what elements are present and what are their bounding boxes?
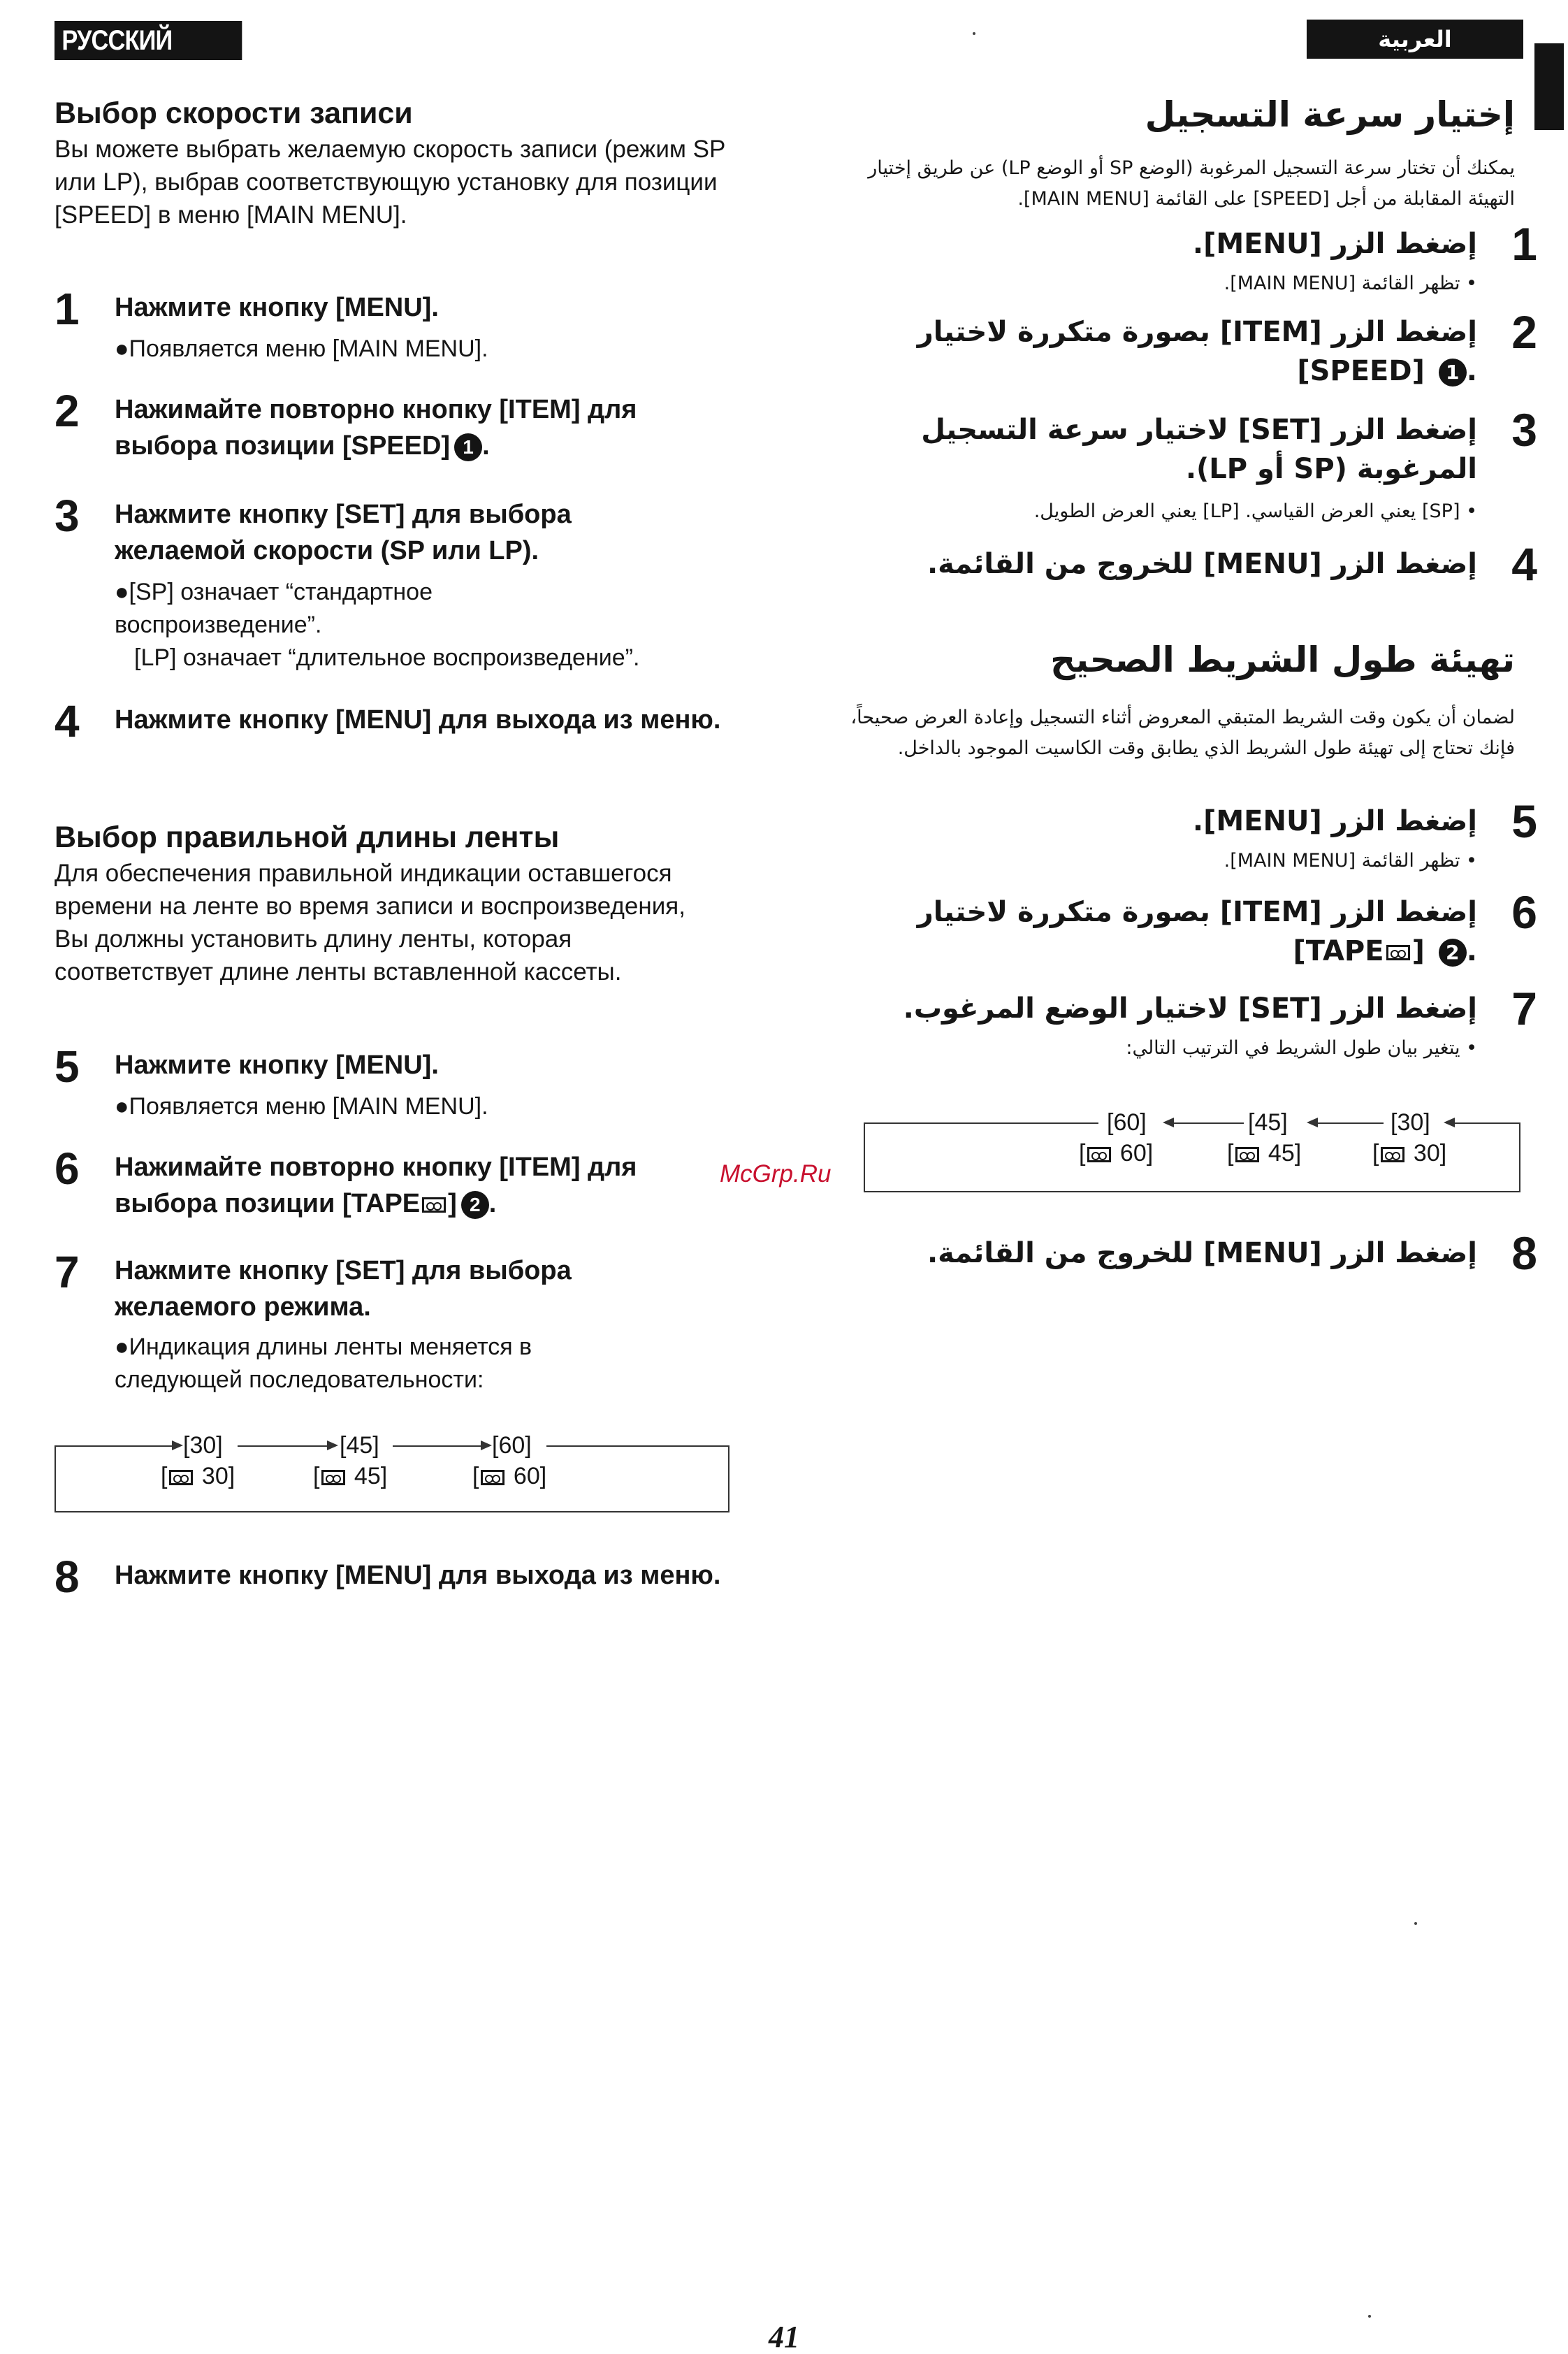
- tape-heading-ar: تهيئة طول الشريط الصحيح: [1050, 640, 1515, 680]
- ar-step-3: [839, 404, 1537, 542]
- step-title: إضغط الزر [SET] لاختيار الوضع المرغوب.: [903, 992, 1477, 1025]
- step-title: إضغط الزر [SET] لاختيار سرعة التسجيل: [921, 414, 1477, 446]
- arrow-left-icon: [1307, 1118, 1318, 1127]
- sequence-arrow-line: [393, 1445, 484, 1447]
- speed-intro-ar-line2: التهيئة المقابلة من أجل [SPEED] على القائمة [MAIN MENU].: [1017, 188, 1515, 210]
- arrow-right-icon: [481, 1440, 492, 1450]
- scan-speck: [1414, 1922, 1417, 1925]
- sequence-cassette-value: [ 30]: [161, 1463, 235, 1489]
- speed-heading-ru: Выбор скорости записи: [55, 96, 413, 130]
- sequence-cassette-value: [ 60]: [1079, 1140, 1154, 1167]
- sequence-frame: [55, 1445, 729, 1512]
- cassette-icon: [1386, 945, 1410, 960]
- sequence-cassette-minutes: 60]: [1119, 1140, 1154, 1167]
- sequence-cassette-value: [ 30]: [1372, 1140, 1447, 1167]
- scan-speck: [973, 32, 975, 35]
- sequence-return-line: [546, 1445, 729, 1447]
- cassette-icon: [321, 1470, 345, 1485]
- step-title: إضغط الزر [MENU].: [1192, 805, 1477, 837]
- step-number: 5: [55, 1041, 80, 1092]
- step-title: إضغط الزر [MENU] للخروج من القائمة.: [927, 1237, 1477, 1269]
- sequence-arrow-line: [1318, 1122, 1384, 1124]
- speed-intro-ru: Вы можете выбрать желаемую скорость записи (режим SP или LP), выбрав соответствующую установку для позиции [SPEED] в меню [MAIN MENU].: [55, 136, 725, 229]
- callout-badge: 1: [454, 433, 482, 461]
- callout-badge: 2: [461, 1191, 489, 1219]
- sequence-cassette-value: [ 45]: [1227, 1140, 1302, 1167]
- ru-step-4: [55, 696, 732, 783]
- step-title: إضغط الزر [MENU].: [1192, 228, 1477, 260]
- watermark: McGrp.Ru: [720, 1160, 832, 1187]
- step-number: 3: [1511, 404, 1537, 456]
- step-number: 1: [55, 284, 80, 334]
- step-title-text: Нажимайте повторно кнопку [ITEM] для выбора позиции [TAPE: [115, 1153, 637, 1218]
- cassette-icon: [481, 1470, 504, 1485]
- section-edge-marker: [1534, 43, 1564, 130]
- language-tab-arabic: العربية: [1307, 20, 1523, 59]
- page-number: 41: [769, 2320, 799, 2354]
- sequence-cassette-minutes: 30]: [201, 1463, 235, 1489]
- language-tab-russian: РУССКИЙ ЯЗЫК: [55, 21, 242, 60]
- step-title: Нажмите кнопку [MENU].: [115, 1050, 439, 1080]
- step-title-option-text: [TAPE: [1293, 935, 1384, 967]
- step-title: إضغط الزر [ITEM] بصورة متكررة لاختيار: [917, 316, 1477, 348]
- sequence-arrow-line: [55, 1445, 175, 1447]
- sequence-value: [30]: [1391, 1109, 1430, 1136]
- step-note: ●Индикация длины ленты меняется в следующей последовательности:: [115, 1334, 532, 1393]
- sequence-cassette-minutes: 45]: [1268, 1140, 1302, 1167]
- sequence-cassette-minutes: 30]: [1413, 1140, 1447, 1167]
- step-title: Нажмите кнопку [MENU].: [115, 293, 439, 322]
- ar-step-1: [839, 218, 1537, 308]
- sequence-value: [45]: [1248, 1109, 1288, 1136]
- callout-badge: 2: [1439, 939, 1467, 967]
- speed-heading-ar: إختيار سرعة التسجيل: [1145, 94, 1515, 135]
- step-note: • تظهر القائمة [MAIN MENU].: [1224, 850, 1477, 872]
- tape-intro-ar-line1: لضمان أن يكون وقت الشريط المتبقي المعروض أثناء التسجيل وإعادة العرض صحيحاً،: [850, 707, 1515, 728]
- step-title: Нажимайте повторно кнопку [ITEM] для выбора позиции [TAPE ] 2 .: [115, 1153, 637, 1218]
- step-note-continued: [LP] означает “длительное воспроизведение”.: [134, 644, 640, 671]
- step-title-continued: المرغوبة (SP أو LP).: [1185, 453, 1477, 485]
- step-title-option-close: ]: [1411, 935, 1425, 967]
- cassette-icon: [169, 1470, 193, 1485]
- step-number: 2: [55, 386, 80, 436]
- tape-intro-ru: Для обеспечения правильной индикации оставшегося времени на ленте во время записи и воспроизведения, Вы должны установить длину ленты, которая соответствует длине ленты вставленной кассеты.: [55, 860, 685, 985]
- cassette-icon: [1087, 1147, 1111, 1162]
- step-title: إضغط الزر [MENU] للخروج من القائمة.: [927, 548, 1477, 580]
- step-title-text: Нажимайте повторно кнопку [ITEM] для выбора позиции [SPEED]: [115, 395, 637, 461]
- scan-speck: [1368, 2315, 1371, 2318]
- speed-intro-ar-line1: يمكنك أن تختار سرعة التسجيل المرغوبة (الوضع SP أو الوضع LP) عن طريق إختيار: [868, 157, 1515, 179]
- step-title: Нажмите кнопку [MENU] для выхода из меню.: [115, 1561, 721, 1590]
- sequence-cassette-minutes: 45]: [354, 1463, 388, 1489]
- ar-step-4: [839, 538, 1537, 600]
- ar-step-2: [839, 306, 1537, 403]
- step-note: • يتغير بيان طول الشريط في الترتيب التالي:: [1126, 1037, 1477, 1059]
- step-number: 5: [1511, 795, 1537, 847]
- cassette-icon: [1381, 1147, 1404, 1162]
- sequence-cassette-value: [ 60]: [472, 1463, 547, 1489]
- ru-step-1: [55, 284, 732, 370]
- cassette-icon: [1235, 1147, 1259, 1162]
- sequence-value: [60]: [1107, 1109, 1147, 1136]
- ru-step-7: [55, 1247, 732, 1403]
- ru-step-8: [55, 1554, 732, 1638]
- step-number: 1: [1511, 218, 1537, 270]
- ru-step-5: [55, 1041, 732, 1128]
- sequence-return-line: [864, 1122, 1098, 1124]
- arrow-right-icon: [327, 1440, 338, 1450]
- callout-badge: 1: [1439, 359, 1467, 387]
- step-number: 4: [55, 696, 80, 746]
- step-note: ●Появляется меню [MAIN MENU].: [115, 1093, 488, 1120]
- step-number: 6: [1511, 886, 1537, 938]
- sequence-value: [30]: [183, 1432, 223, 1459]
- ru-step-6: [55, 1143, 732, 1230]
- ar-step-5: [839, 795, 1537, 885]
- step-title: إضغط الزر [ITEM] بصورة متكررة لاختيار: [917, 896, 1477, 928]
- step-number: 7: [1511, 983, 1537, 1034]
- step-title-continued: .1 [SPEED]: [1297, 355, 1477, 387]
- ar-step-8: [839, 1227, 1537, 1289]
- step-number: 7: [55, 1247, 80, 1297]
- step-note: ●[SP] означает “стандартное воспроизведение”.: [115, 579, 433, 638]
- arrow-right-icon: [172, 1440, 183, 1450]
- step-note: • [SP] يعني العرض القياسي. [LP] يعني العرض الطويل.: [1033, 500, 1477, 522]
- tape-intro-ar-line2: فإنك تحتاج إلى تهيئة طول الشريط الذي يطابق وقت الكاسيت الموجود بالداخل.: [897, 737, 1515, 759]
- tape-heading-ru: Выбор правильной длины ленты: [55, 821, 560, 854]
- cassette-icon: [422, 1197, 446, 1213]
- sequence-cassette-value: [ 45]: [313, 1463, 388, 1489]
- sequence-arrow-line: [1174, 1122, 1244, 1124]
- step-number: 8: [1511, 1227, 1537, 1279]
- step-number: 2: [1511, 306, 1537, 358]
- step-note: ●Появляется меню [MAIN MENU].: [115, 335, 488, 362]
- ru-step-2: [55, 386, 732, 472]
- step-title-option: [SPEED]: [1297, 355, 1425, 387]
- step-title: Нажмите кнопку [SET] для выбора желаемого режима.: [115, 1256, 572, 1322]
- ru-step-3: [55, 493, 732, 689]
- arrow-left-icon: [1444, 1118, 1455, 1127]
- step-title: Нажмите кнопку [MENU] для выхода из меню.: [115, 705, 721, 735]
- step-title: Нажимайте повторно кнопку [ITEM] для выбора позиции [SPEED] 1 .: [115, 395, 637, 461]
- step-number: 6: [55, 1143, 80, 1194]
- arrow-left-icon: [1163, 1118, 1174, 1127]
- ar-step-6: [839, 886, 1537, 983]
- sequence-arrow-line: [1455, 1122, 1520, 1124]
- sequence-value: [45]: [340, 1432, 379, 1459]
- step-title-continued: .2 [TAPE ]: [1293, 935, 1477, 967]
- step-note: • تظهر القائمة [MAIN MENU].: [1224, 273, 1477, 294]
- step-number: 3: [55, 491, 80, 541]
- step-number: 8: [55, 1552, 80, 1602]
- ar-step-7: [839, 983, 1537, 1072]
- sequence-arrow-line: [238, 1445, 328, 1447]
- step-title-close: ]: [448, 1189, 457, 1218]
- step-number: 4: [1511, 538, 1537, 590]
- step-title-option: [1293, 935, 1425, 967]
- step-title: Нажмите кнопку [SET] для выбора желаемой скорости (SP или LP).: [115, 500, 572, 565]
- sequence-cassette-minutes: 60]: [513, 1463, 547, 1489]
- sequence-value: [60]: [492, 1432, 532, 1459]
